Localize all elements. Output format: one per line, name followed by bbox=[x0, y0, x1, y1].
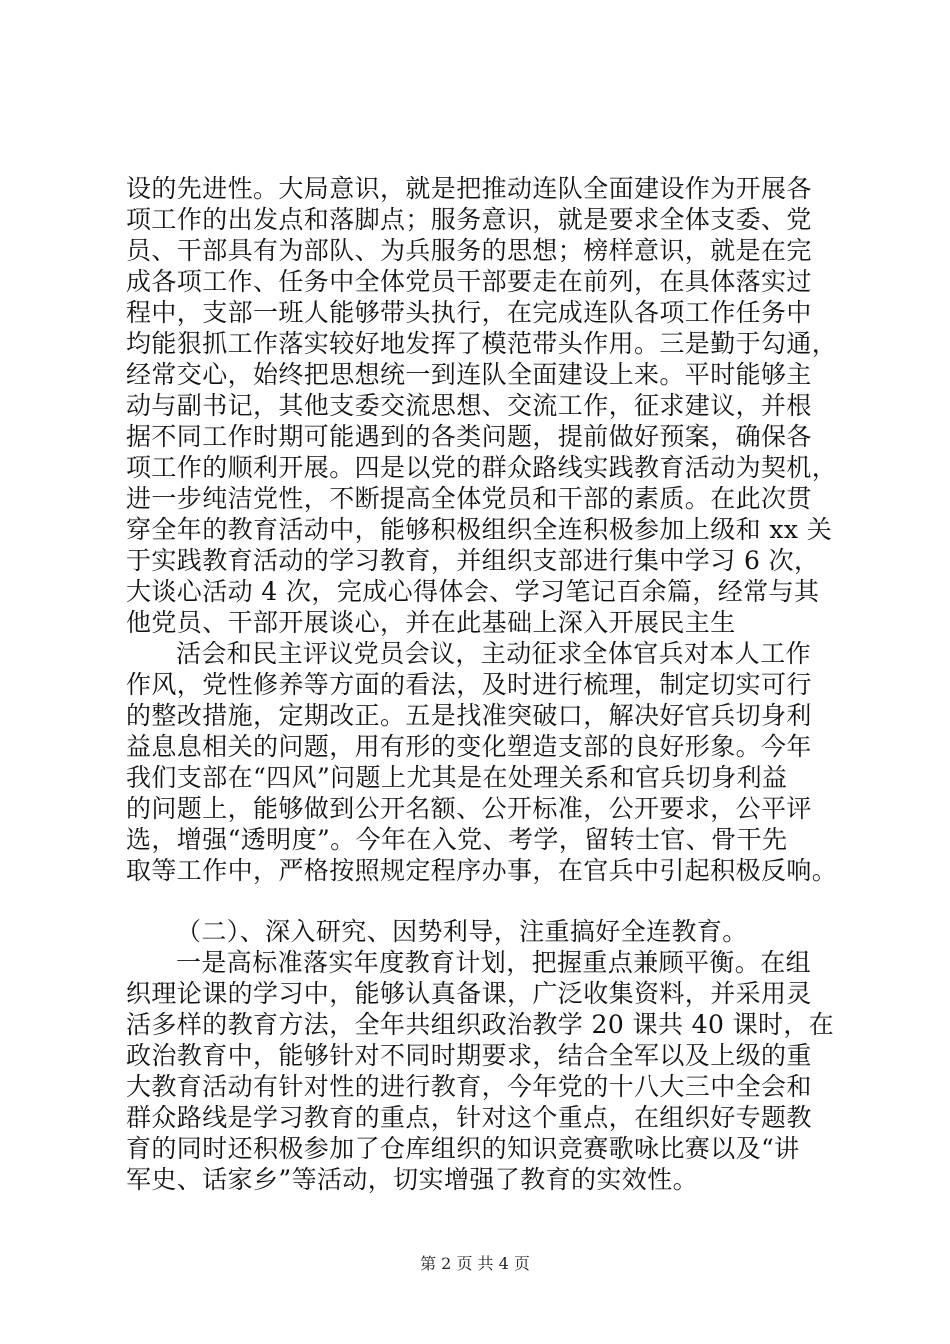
section-heading: （二）、深入研究、因势利导，注重搞好全连教育。 bbox=[176, 917, 748, 946]
text-line: 经常交心，始终把思想统一到连队全面建设上来。平时能够主 bbox=[126, 360, 812, 389]
text-line: 作风，党性修养等方面的看法，及时进行梳理，制定切实可行 bbox=[126, 670, 812, 699]
text-line: 织理论课的学习中，能够认真备课，广泛收集资料，并采用灵 bbox=[126, 979, 812, 1008]
text-line: 他党员、干部开展谈心，并在此基础上深入开展民主生 bbox=[126, 608, 736, 637]
text-line: 我们支部在“四风”问题上尤其是在处理关系和官兵切身利益 bbox=[126, 763, 788, 792]
text-line: 均能狠抓工作落实较好地发挥了模范带头作用。三是勤于勾通， bbox=[126, 329, 838, 358]
text-line: 军史、话家乡”等活动，切实增强了教育的实效性。 bbox=[126, 1165, 698, 1194]
text-line: 选，增强“透明度”。今年在入党、考学，留转士官、骨干先 bbox=[126, 825, 788, 854]
text-line: 大教育活动有针对性的进行教育，今年党的十八大三中全会和 bbox=[126, 1072, 812, 1101]
text-line: 员、干部具有为部队、为兵服务的思想；榜样意识，就是在完 bbox=[126, 236, 812, 265]
text-line: 活会和民主评议党员会议，主动征求全体官兵对本人工作 bbox=[176, 639, 812, 668]
text-line: 动与副书记，其他支委交流思想、交流工作，征求建议，并根 bbox=[126, 391, 812, 420]
text-line: 取等工作中，严格按照规定程序办事，在官兵中引起积极反响。 bbox=[126, 856, 838, 885]
text-line: 据不同工作时期可能遇到的各类问题，提前做好预案，确保各 bbox=[126, 422, 812, 451]
text-line: 育的同时还积极参加了仓库组织的知识竞赛歌咏比赛以及“讲 bbox=[126, 1134, 800, 1163]
text-line: 进一步纯洁党性，不断提高全体党员和干部的素质。在此次贯 bbox=[126, 484, 812, 513]
paragraph-1 bbox=[126, 173, 846, 1195]
page-footer: 第 2 页 共 4 页 bbox=[420, 1254, 530, 1273]
text-line: 群众路线是学习教育的重点，针对这个重点，在组织好专题教 bbox=[126, 1103, 812, 1132]
text-line: 的整改措施，定期改正。五是找准突破口，解决好官兵切身利 bbox=[126, 701, 812, 730]
text-line: 活多样的教育方法，全年共组织政治教学 20 课共 40 课时，在 bbox=[126, 1010, 835, 1039]
text-line: 穿全年的教育活动中，能够积极组织全连积极参加上级和 xx 关 bbox=[126, 515, 833, 544]
text-line: 程中，支部一班人能够带头执行，在完成连队各项工作任务中 bbox=[126, 298, 812, 327]
text-line: 项工作的顺利开展。四是以党的群众路线实践教育活动为契机， bbox=[126, 453, 838, 482]
text-line: 于实践教育活动的学习教育，并组织支部进行集中学习 6 次， bbox=[126, 546, 820, 575]
text-line: 大谈心活动 4 次，完成心得体会、学习笔记百余篇，经常与其 bbox=[126, 577, 820, 606]
text-line: 益息息相关的问题，用有形的变化塑造支部的良好形象。今年 bbox=[126, 732, 812, 761]
text-line: 成各项工作、任务中全体党员干部要走在前列，在具体落实过 bbox=[126, 267, 812, 296]
text-line: 政治教育中，能够针对不同时期要求，结合全军以及上级的重 bbox=[126, 1041, 812, 1070]
text-line: 项工作的出发点和落脚点；服务意识，就是要求全体支委、党 bbox=[126, 205, 812, 234]
text-line: 的问题上，能够做到公开名额、公开标准，公开要求，公平评 bbox=[126, 794, 812, 823]
text-line: 设的先进性。大局意识，就是把推动连队全面建设作为开展各 bbox=[126, 174, 812, 203]
text-line: 一是高标准落实年度教育计划，把握重点兼顾平衡。在组 bbox=[176, 948, 812, 977]
